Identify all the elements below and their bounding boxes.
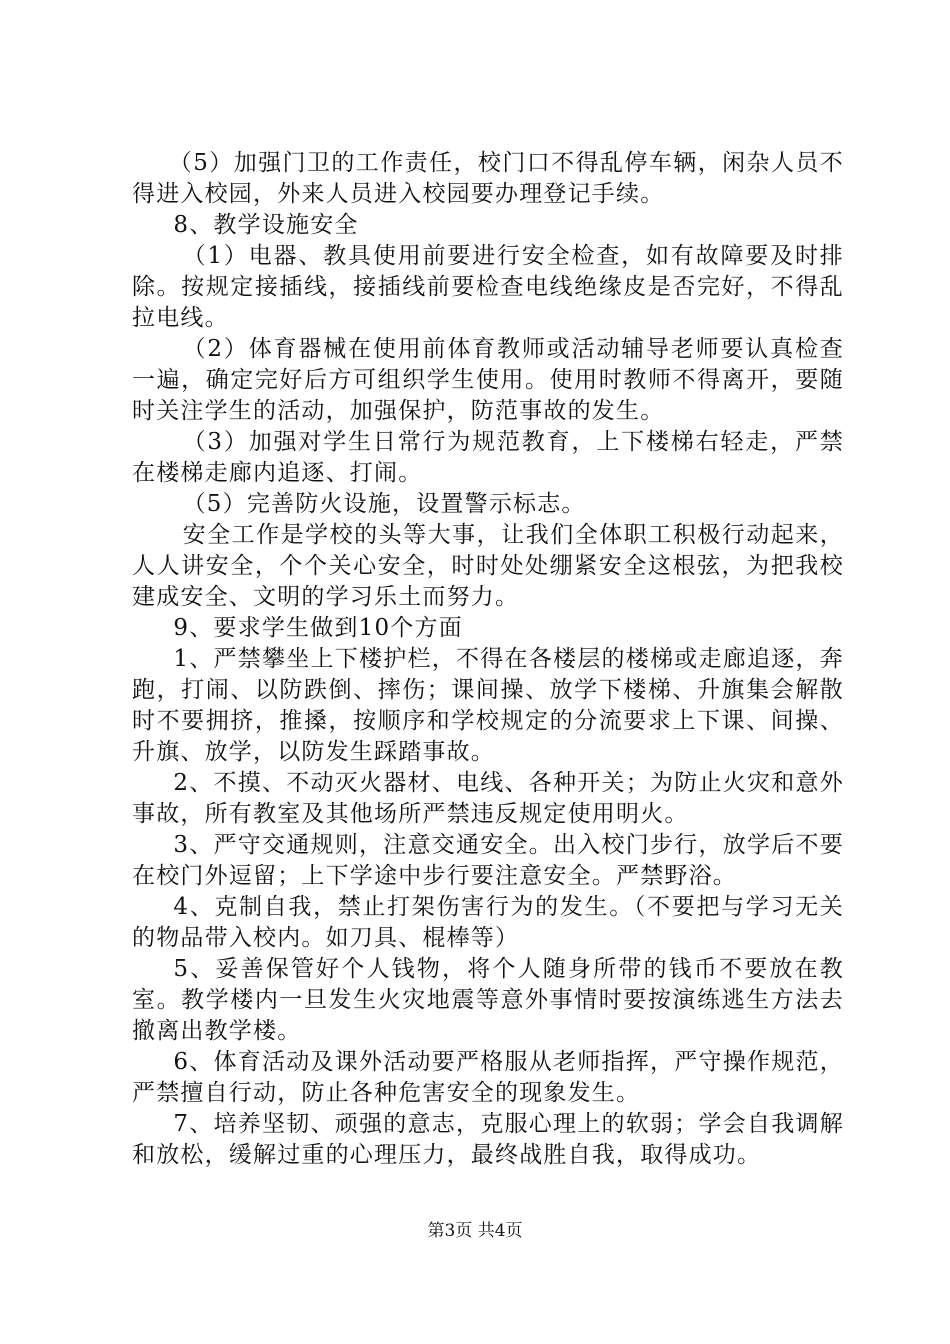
paragraph: （1）电器、教具使用前要进行安全检查，如有故障要及时排除。按规定接插线，接插线前要检查电线绝缘皮是否完好，不得乱拉电线。 xyxy=(132,243,844,331)
section-heading: 8、教学设施安全 xyxy=(173,212,359,238)
paragraph: （5）完善防火设施，设置警示标志。 xyxy=(182,491,586,517)
list-item: 7、培养坚韧、顽强的意志，克服心理上的软弱；学会自我调解和放松，缓解过重的心理压力，最终战胜自我，取得成功。 xyxy=(132,1111,844,1168)
list-item: 5、妥善保管好个人钱物，将个人随身所带的钱币不要放在教室。教学楼内一旦发生火灾地震等意外事情时要按演练逃生方法去撤离出教学楼。 xyxy=(132,956,844,1044)
list-item: 3、严守交通规则，注意交通安全。出入校门步行，放学后不要在校门外逗留；上下学途中步行要注意安全。严禁野浴。 xyxy=(132,832,844,889)
page-footer: 第3页 共4页 xyxy=(427,1221,523,1241)
document-body xyxy=(132,148,844,1171)
list-item: 2、不摸、不动灭火器材、电线、各种开关；为防止火灾和意外事故，所有教室及其他场所严禁违反规定使用明火。 xyxy=(132,770,844,827)
list-item: 1、严禁攀坐上下楼护栏，不得在各楼层的楼梯或走廊追逐，奔跑，打闹、以防跌倒、摔伤；课间操、放学下楼梯、升旗集会解散时不要拥挤，推搡，按顺序和学校规定的分流要求上下课、间操、升旗、放学，以防发生踩踏事故。 xyxy=(132,646,844,765)
paragraph: （5）加强门卫的工作责任，校门口不得乱停车辆，闲杂人员不得进入校园，外来人员进入校园要办理登记手续。 xyxy=(132,150,844,207)
paragraph: （3）加强对学生日常行为规范教育，上下楼梯右轻走，严禁在楼梯走廊内追逐、打闹。 xyxy=(132,429,844,486)
paragraph: （2）体育器械在使用前体育教师或活动辅导老师要认真检查一遍，确定完好后方可组织学生使用。使用时教师不得离开，要随时关注学生的活动，加强保护，防范事故的发生。 xyxy=(132,336,844,424)
list-item: 4、克制自我，禁止打架伤害行为的发生。（不要把与学习无关的物品带入校内。如刀具、棍棒等） xyxy=(132,894,844,951)
section-heading: 9、要求学生做到10个方面 xyxy=(173,615,463,641)
paragraph: 安全工作是学校的头等大事，让我们全体职工积极行动起来，人人讲安全，个个关心安全，时时处处绷紧安全这根弦，为把我校建成安全、文明的学习乐土而努力。 xyxy=(132,522,844,610)
list-item: 6、体育活动及课外活动要严格服从老师指挥，严守操作规范，严禁擅自行动，防止各种危害安全的现象发生。 xyxy=(132,1049,844,1106)
